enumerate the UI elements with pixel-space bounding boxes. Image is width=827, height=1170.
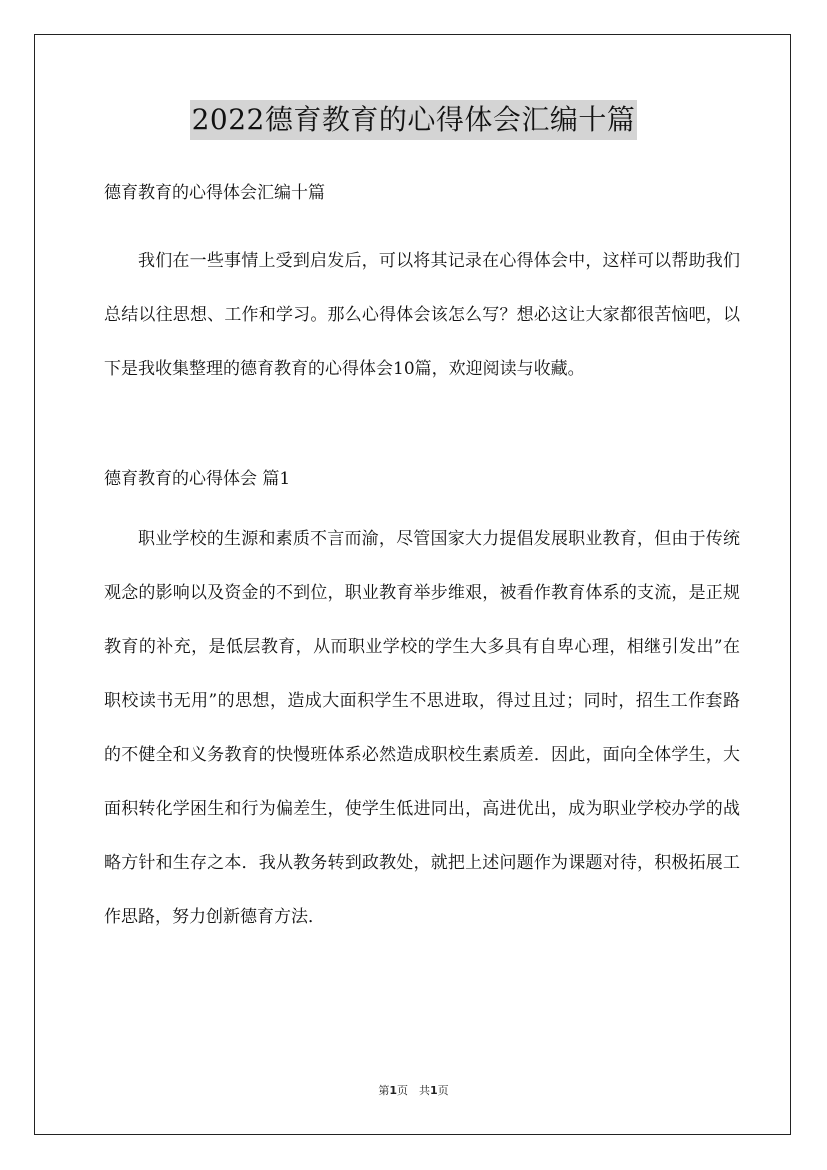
footer-page-suffix: 页 bbox=[437, 1084, 449, 1097]
footer-page-current: 1 bbox=[389, 1084, 397, 1097]
footer-page-prefix: 第 bbox=[378, 1084, 390, 1097]
page-footer bbox=[0, 1082, 827, 1098]
document-title: 2022德育教育的心得体会汇编十篇 bbox=[190, 100, 638, 140]
section-paragraph: 职业学校的生源和素质不言而渝，尽管国家大力提倡发展职业教育，但由于传统观念的影响以及资金的不到位，职业教育举步维艰，被看作教育体系的支流，是正规教育的补充，是低层教育，从而职业学校的学生大多具有自卑心理，相继引发出”在职校读书无用”的思想，造成大面积学生不思进取，得过且过；同时，招生工作套路的不健全和义务教育的快慢班体系必然造成职校生素质差．因此，面向全体学生，大面积转化学困生和行为偏差生，使学生低进同出，高进优出，成为职业学校办学的战略方针和生存之本．我从教务转到政教处，就把上述问题作为课题对待，积极拓展工作思路，努力创新德育方法． bbox=[104, 529, 740, 927]
document-subtitle: 德育教育的心得体会汇编十篇 bbox=[104, 183, 325, 203]
footer-page-total: 1 bbox=[430, 1084, 438, 1097]
title-container bbox=[0, 100, 827, 140]
intro-paragraph: 我们在一些事情上受到启发后，可以将其记录在心得体会中，这样可以帮助我们总结以往思想、工作和学习。那么心得体会该怎么写？想必这让大家都很苦恼吧，以下是我收集整理的德育教育的心得体会10篇，欢迎阅读与收藏。 bbox=[104, 251, 740, 379]
footer-page-mid: 页 共 bbox=[397, 1084, 430, 1097]
document-body bbox=[104, 174, 740, 944]
section-heading: 德育教育的心得体会 篇1 bbox=[104, 469, 291, 489]
